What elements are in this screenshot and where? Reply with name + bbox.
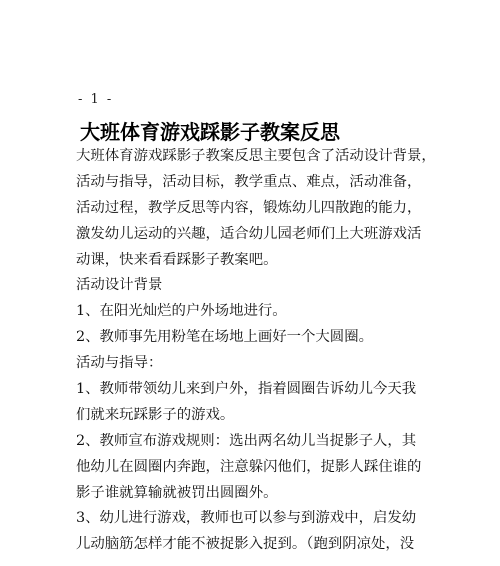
body-line: 影子谁就算输就被罚出圆圈外。 — [76, 484, 278, 501]
body-line: 1、教师带领幼儿来到户外，指着圆圈告诉幼儿今天我 — [76, 381, 417, 398]
page-number: - 1 - — [78, 92, 114, 107]
body-line: 1、在阳光灿烂的户外场地进行。 — [76, 303, 287, 320]
body-line: 他幼儿在圆圈内奔跑，注意躲闪他们，捉影人踩住谁的 — [76, 458, 422, 475]
document-title: 大班体育游戏踩影子教案反思 — [80, 120, 340, 144]
body-line: 儿动脑筋怎样才能不被捉影入捉到。（跑到阴凉处，没 — [76, 536, 415, 553]
body-line: 2、教师事先用粉笔在场地上画好一个大圆圈。 — [76, 329, 373, 346]
section-heading: 活动设计背景 — [76, 277, 163, 294]
document-body — [76, 144, 436, 558]
body-line: 活动与指导，活动目标，教学重点、难点，活动准备， — [76, 173, 422, 190]
body-line: 3、幼儿进行游戏，教师也可以参与到游戏中，启发幼 — [76, 510, 417, 527]
body-line: 大班体育游戏踩影子教案反思主要包含了活动设计背景， — [76, 148, 436, 164]
body-line: 2、教师宣布游戏规则：选出两名幼儿当捉影子人，其 — [76, 432, 417, 449]
body-line: 动课，快来看看踩影子教案吧。 — [76, 251, 278, 268]
body-line: 们就来玩踩影子的游戏。 — [76, 406, 235, 423]
body-line: 活动过程，教学反思等内容，锻炼幼儿四散跑的能力， — [76, 199, 422, 216]
body-line: 激发幼儿运动的兴趣，适合幼儿园老师们上大班游戏活 — [76, 225, 422, 242]
section-heading: 活动与指导： — [76, 355, 163, 372]
